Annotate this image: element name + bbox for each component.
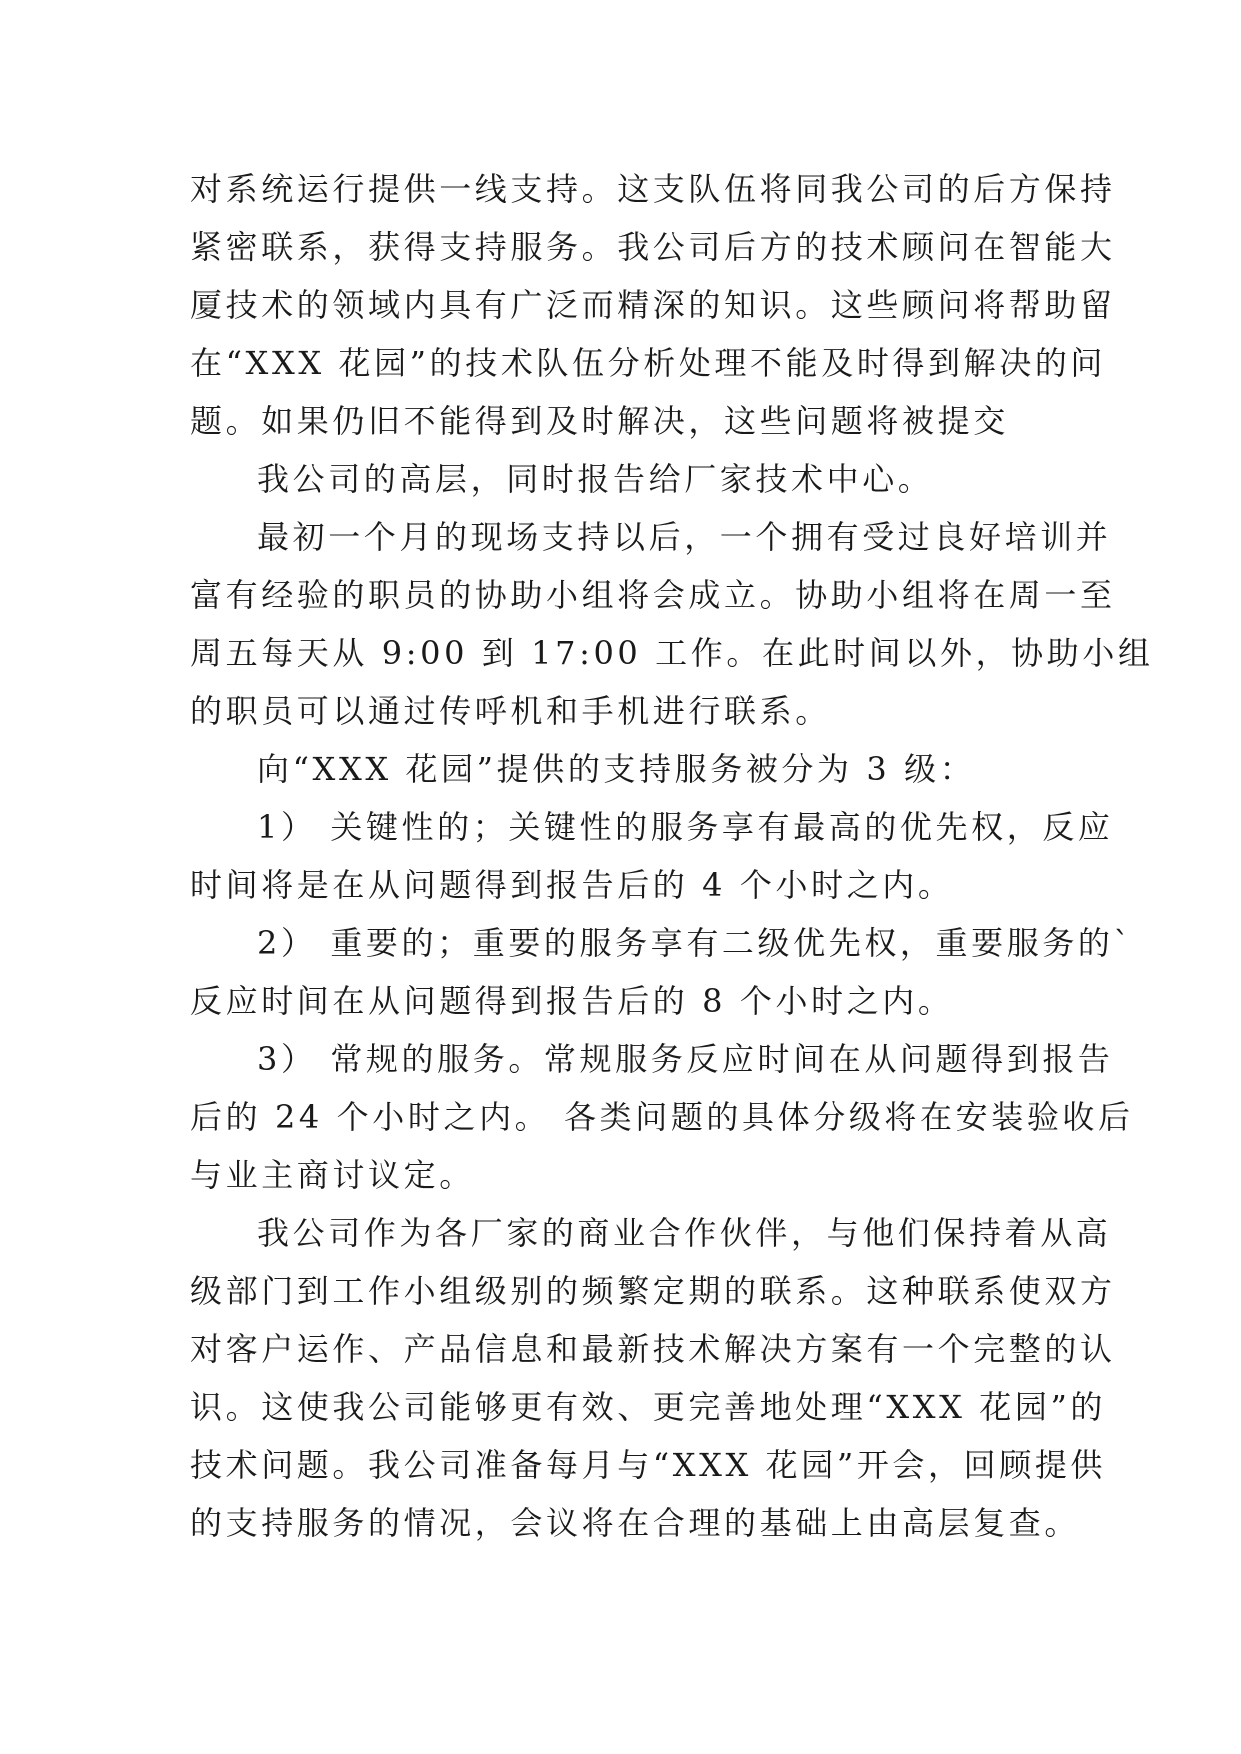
- text-line: 识。这使我公司能够更有效、更完善地处理“XXX 花园”的: [190, 1388, 1107, 1426]
- text-line: 后的 24 个小时之内。 各类问题的具体分级将在安装验收后: [190, 1098, 1134, 1136]
- text-line: 周五每天从 9:00 到 17:00 工作。在此时间以外，协助小组: [190, 634, 1154, 672]
- text-line: 厦技术的领域内具有广泛而精深的知识。这些顾问将帮助留: [190, 286, 1116, 324]
- text-line: 时间将是在从问题得到报告后的 4 个小时之内。: [190, 866, 954, 904]
- text-line: 1） 关键性的；关键性的服务享有最高的优先权，反应: [257, 808, 1114, 846]
- text-line: 对系统运行提供一线支持。这支队伍将同我公司的后方保持: [190, 170, 1116, 208]
- text-line: 2） 重要的；重要的服务享有二级优先权，重要服务的`: [257, 924, 1134, 962]
- text-line: 我公司的高层，同时报告给厂家技术中心。: [257, 460, 934, 498]
- text-line: 我公司作为各厂家的商业合作伙伴，与他们保持着从高: [257, 1214, 1112, 1252]
- text-line: 题。如果仍旧不能得到及时解决，这些问题将被提交: [190, 402, 1009, 440]
- text-line: 反应时间在从问题得到报告后的 8 个小时之内。: [190, 982, 954, 1020]
- text-line: 的支持服务的情况，会议将在合理的基础上由高层复查。: [190, 1504, 1081, 1542]
- text-line: 向“XXX 花园”提供的支持服务被分为 3 级：: [257, 750, 976, 788]
- text-line: 对客户运作、产品信息和最新技术解决方案有一个完整的认: [190, 1330, 1116, 1368]
- text-line: 紧密联系，获得支持服务。我公司后方的技术顾问在智能大: [190, 228, 1116, 266]
- document-body: [190, 160, 1154, 1552]
- text-line: 在“XXX 花园”的技术队伍分析处理不能及时得到解决的问: [190, 344, 1107, 382]
- text-line: 3） 常规的服务。常规服务反应时间在从问题得到报告: [257, 1040, 1114, 1078]
- text-line: 级部门到工作小组级别的频繁定期的联系。这种联系使双方: [190, 1272, 1116, 1310]
- text-line: 技术问题。我公司准备每月与“XXX 花园”开会，回顾提供: [190, 1446, 1107, 1484]
- text-line: 的职员可以通过传呼机和手机进行联系。: [190, 692, 831, 730]
- text-line: 富有经验的职员的协助小组将会成立。协助小组将在周一至: [190, 576, 1116, 614]
- text-line: 与业主商讨议定。: [190, 1156, 475, 1194]
- text-line: 最初一个月的现场支持以后，一个拥有受过良好培训并: [257, 518, 1112, 556]
